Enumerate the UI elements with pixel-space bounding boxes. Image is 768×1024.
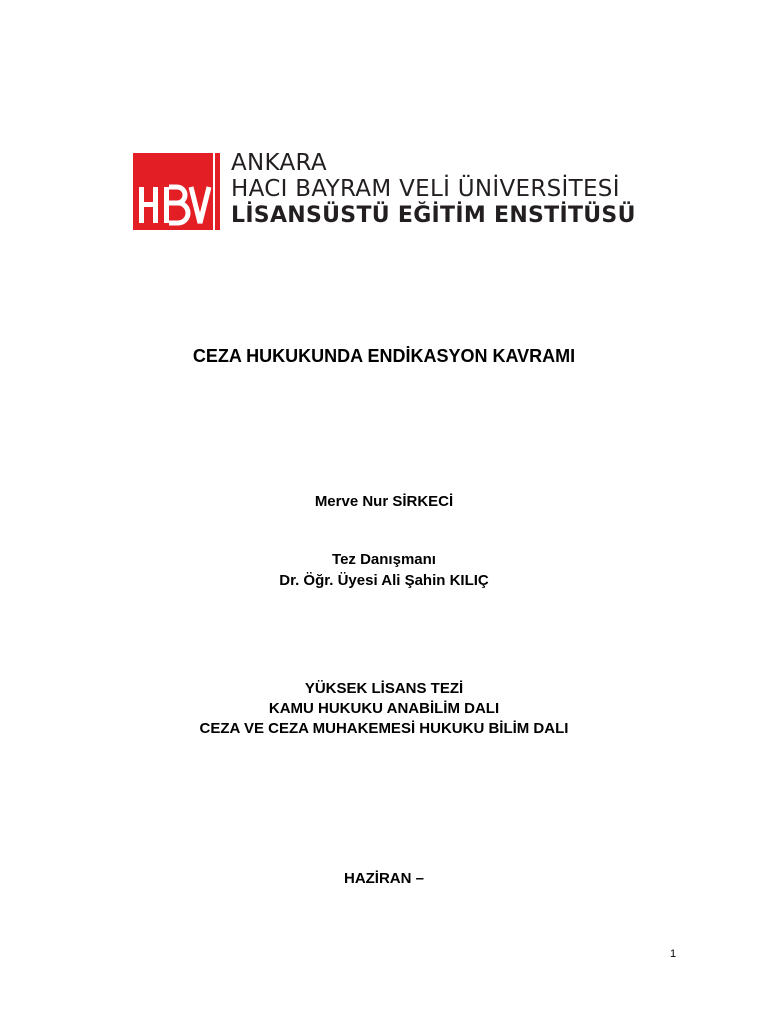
thesis-discipline: CEZA VE CEZA MUHAKEMESİ HUKUKU BİLİM DALI xyxy=(199,720,569,737)
institution-name: HACI BAYRAM VELİ ÜNİVERSİTESİ xyxy=(231,176,620,202)
institution-city: ANKARA xyxy=(231,150,327,176)
university-logo xyxy=(133,148,643,238)
thesis-department: KAMU HUKUKU ANABİLİM DALI xyxy=(268,700,500,717)
advisor-label: Tez Danışmanı xyxy=(332,551,436,568)
thesis-date: HAZİRAN – xyxy=(343,870,424,887)
advisor-name: Dr. Öğr. Üyesi Ali Şahin KILIÇ xyxy=(279,572,489,589)
hbv-logo-icon xyxy=(133,153,220,230)
thesis-author: Merve Nur SİRKECİ xyxy=(314,493,454,510)
page-number: 1 xyxy=(669,948,677,960)
thesis-title: CEZA HUKUKUNDA ENDİKASYON KAVRAMI xyxy=(192,346,576,366)
institution-institute: LİSANSÜSTÜ EĞİTİM ENSTİTÜSÜ xyxy=(231,203,636,228)
thesis-degree: YÜKSEK LİSANS TEZİ xyxy=(304,680,464,697)
